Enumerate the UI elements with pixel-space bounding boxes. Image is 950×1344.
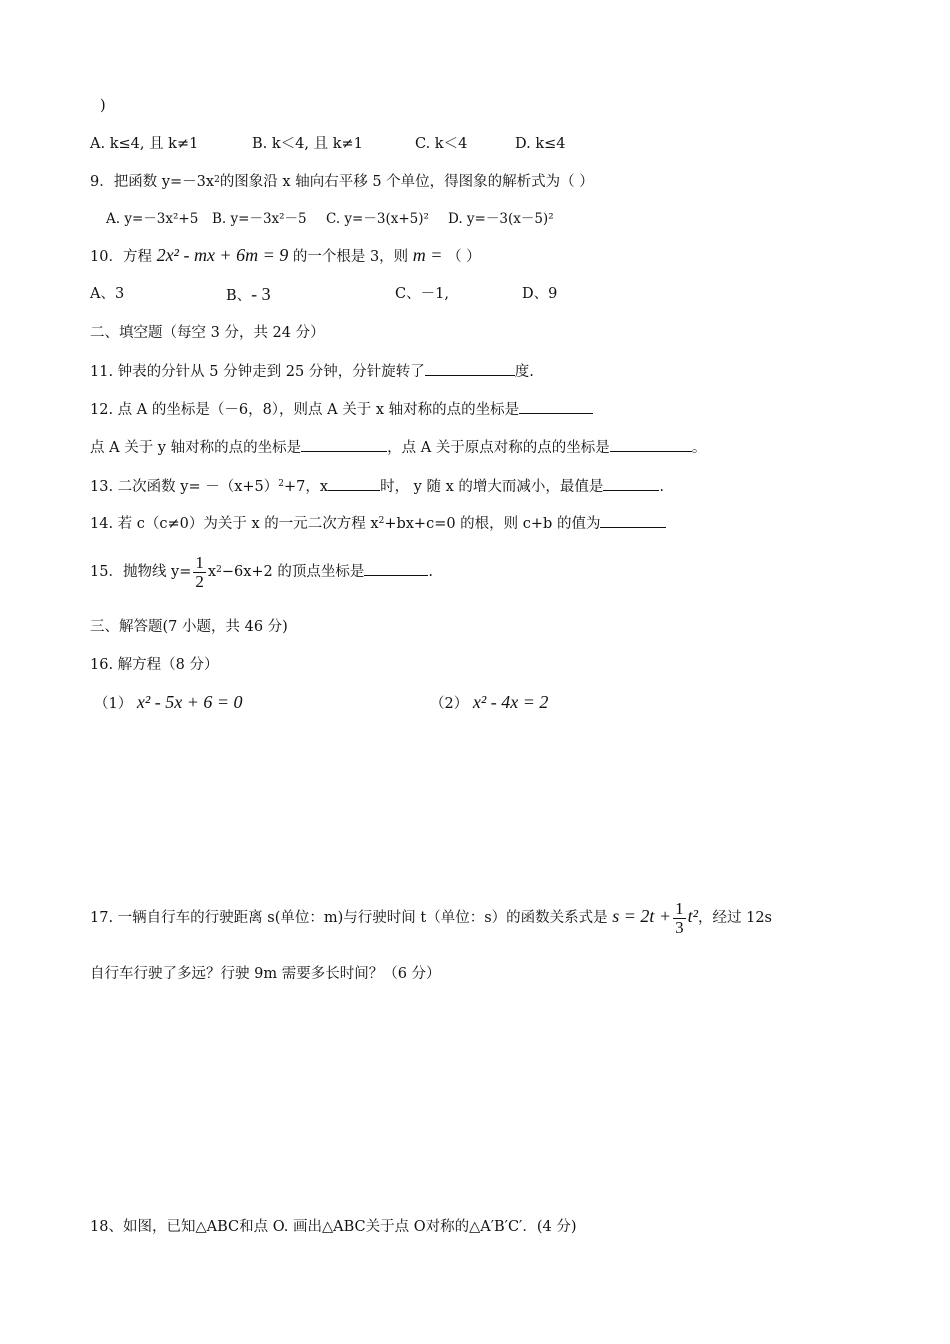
answer-blank[interactable] [364, 561, 428, 576]
question-15 [90, 552, 433, 592]
q8-option-d: D. k≤4 [515, 136, 566, 152]
q8-option-a: A. k≤4, 且 k≠1 [90, 136, 199, 152]
q10-var: m = [412, 245, 443, 265]
q8-option-c: C. k＜4 [415, 136, 468, 152]
q10-option-d: D、9 [522, 286, 558, 302]
answer-blank[interactable] [610, 437, 692, 452]
q16-p1-label: （1） [94, 696, 133, 712]
question-14 [90, 513, 666, 534]
q12-line2c: 。 [691, 440, 707, 456]
q14-b: +bx+c=0 的根，则 c+b 的值为 [384, 516, 601, 532]
q12-line2a: 点 A 关于 y 轴对称的点的坐标是 [90, 440, 302, 456]
fraction-denominator: 3 [675, 917, 684, 937]
question-12-line-1 [90, 399, 593, 420]
q13-c: 时， y 随 x 的增大而减小，最值是 [380, 479, 604, 495]
q9-option-d: D. y=－3(x－5)² [448, 211, 554, 227]
q9-option-a: A. y=－3x²+5 [106, 211, 199, 227]
q10-option-c: C、－1, [395, 286, 449, 302]
question-17-line-2: 自行车行驶了多远？行驶 9m 需要多长时间？（6 分） [90, 966, 441, 982]
q13-d: . [659, 479, 664, 495]
section-3-heading: 三、解答题(7 小题，共 46 分) [90, 619, 288, 635]
q13-sup: 2 [278, 479, 285, 489]
q9-sup: 2 [214, 175, 220, 185]
fraction [673, 900, 686, 937]
q16-p2-label: （2） [430, 696, 469, 712]
fraction-numerator: 1 [195, 552, 204, 572]
question-16-title: 16. 解方程（8 分） [90, 657, 219, 673]
q8-tail: ) [100, 98, 106, 114]
q15-b: x [207, 564, 217, 580]
q9-text-a: 9．把函数 y=－3x [90, 174, 215, 190]
q10-suffix: （ ） [447, 249, 481, 265]
fraction-numerator: 1 [675, 898, 684, 918]
answer-blank[interactable] [328, 476, 380, 491]
q15-d: . [428, 564, 433, 580]
fraction-denominator: 2 [195, 571, 204, 591]
q10-option-b [226, 284, 271, 306]
section-2-heading: 二、填空题（每空 3 分，共 24 分） [90, 325, 325, 341]
answer-blank[interactable] [600, 513, 666, 528]
fraction [193, 554, 206, 591]
answer-blank[interactable] [301, 437, 387, 452]
question-11 [90, 361, 534, 382]
q16-p2-equation: x² - 4x = 2 [472, 692, 549, 712]
q17-equation-a: s = 2t + [612, 906, 672, 926]
q16-part-2 [430, 692, 548, 714]
answer-blank[interactable] [519, 399, 593, 414]
q10-prefix: 10．方程 [90, 249, 152, 265]
q11-text: 11. 钟表的分针从 5 分钟走到 25 分钟，分针旋转了 [90, 364, 425, 380]
q15-sup: 2 [216, 565, 222, 575]
q10-option-a: A、3 [90, 286, 125, 302]
q15-c: −6x+2 的顶点坐标是 [221, 564, 365, 580]
q11-after: 度. [514, 364, 534, 380]
q13-b: +7，x [284, 479, 329, 495]
question-10 [90, 245, 481, 267]
q10-option-b-label: B、 [226, 288, 252, 304]
q15-a: 15．抛物线 y= [90, 564, 192, 580]
q10-equation: 2x² - mx + 6m = 9 [156, 245, 289, 265]
q17-b: ，经过 12s [698, 910, 773, 926]
q9-text-b: 的图象沿 x 轴向右平移 5 个单位，得图象的解析式为（ ） [219, 174, 594, 190]
q10-middle: 的一个根是 3，则 [292, 249, 409, 265]
q8-option-b: B. k＜4, 且 k≠1 [252, 136, 363, 152]
q10-option-b-math: - 3 [251, 284, 271, 304]
question-13 [90, 476, 664, 497]
q14-a: 14. 若 c（c≠0）为关于 x 的一元二次方程 x [90, 516, 379, 532]
q12-line1: 12. 点 A 的坐标是（－6，8），则点 A 关于 x 轴对称的点的坐标是 [90, 402, 520, 418]
question-18: 18、如图，已知△ABC和点 O. 画出△ABC关于点 O对称的△A′B′C′．(4 分) [90, 1219, 577, 1235]
q9-option-c: C. y=－3(x+5)² [326, 211, 429, 227]
question-17-line-1 [90, 896, 772, 938]
q13-a: 13. 二次函数 y= －（x+5） [90, 479, 279, 495]
q14-sup: 2 [378, 516, 385, 526]
q16-p1-equation: x² - 5x + 6 = 0 [136, 692, 243, 712]
question-9 [90, 172, 594, 192]
q16-part-1 [94, 692, 243, 714]
q17-a: 17. 一辆自行车的行驶距离 s(单位：m)与行驶时间 t（单位：s）的函数关系式是 [90, 910, 608, 926]
question-12-line-2 [90, 437, 706, 458]
q12-line2b: ，点 A 关于原点对称的点的坐标是 [387, 440, 610, 456]
answer-blank[interactable] [425, 361, 515, 376]
answer-blank[interactable] [603, 476, 659, 491]
q9-option-b: B. y=－3x²－5 [212, 211, 307, 227]
q17-equation-b: t² [687, 906, 698, 926]
